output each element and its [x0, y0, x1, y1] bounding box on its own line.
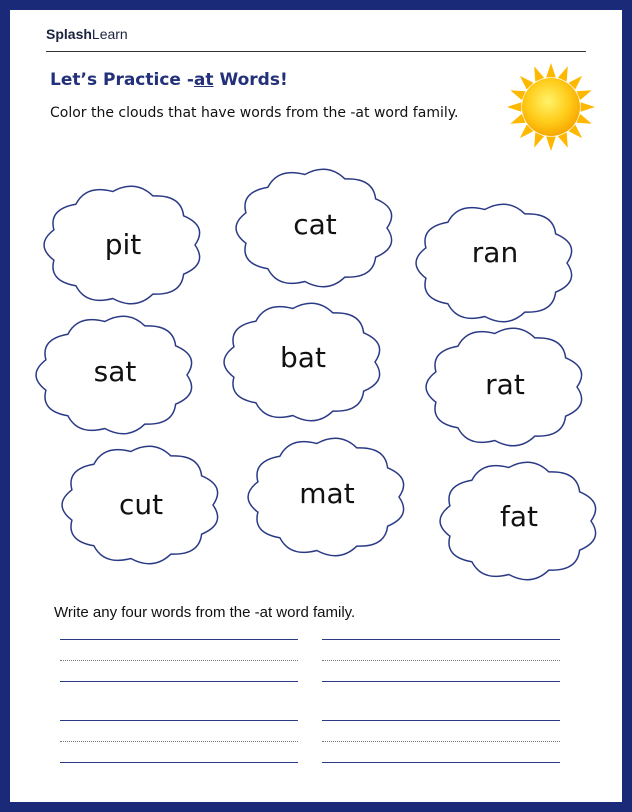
title-prefix: Let’s Practice - — [50, 70, 194, 90]
sun-ray — [546, 63, 556, 77]
cloud-5[interactable] — [218, 287, 388, 437]
writing-line-base — [322, 762, 560, 763]
writing-line-top[interactable] — [322, 720, 560, 721]
writing-line-top[interactable] — [322, 639, 560, 640]
sun-ray — [534, 66, 544, 81]
cloud-8[interactable] — [242, 422, 412, 572]
writing-line-mid — [322, 741, 560, 742]
cloud-word: pit — [104, 228, 142, 261]
writing-line-base — [60, 762, 298, 763]
sun-ray — [558, 66, 568, 81]
cloud-word: cat — [293, 208, 337, 241]
worksheet-title — [50, 70, 288, 90]
sun-ray — [577, 90, 592, 100]
sun-ray — [577, 114, 592, 124]
instruction-text: Color the clouds that have words from the -at word family. — [50, 105, 459, 121]
sun-ray — [558, 133, 568, 148]
cloud-7[interactable] — [56, 430, 226, 580]
cloud-4[interactable] — [30, 300, 200, 450]
cloud-word: fat — [500, 500, 538, 533]
title-suffix: Words! — [213, 70, 288, 90]
worksheet — [10, 10, 622, 802]
cloud-word: sat — [93, 355, 137, 388]
cloud-word: rat — [485, 368, 525, 401]
cloud-word: cut — [118, 488, 164, 521]
cloud-word: mat — [299, 477, 355, 510]
writing-prompt: Write any four words from the -at word family. — [54, 604, 356, 621]
sun-ray — [546, 137, 556, 151]
cloud-1[interactable] — [38, 170, 208, 320]
writing-line-base — [60, 681, 298, 682]
cloud-word: ran — [471, 236, 519, 269]
brand-bold: Splash — [46, 26, 92, 42]
title-underlined: at — [193, 70, 214, 90]
writing-line-mid — [60, 660, 298, 661]
sun-icon — [506, 62, 596, 152]
writing-line-top[interactable] — [60, 720, 298, 721]
writing-line-base — [322, 681, 560, 682]
sun-ray — [510, 114, 525, 124]
sun-ray — [507, 102, 521, 112]
sun-ray — [510, 90, 525, 100]
cloud-6[interactable] — [420, 312, 590, 462]
writing-line-mid — [322, 660, 560, 661]
sun-ray — [581, 102, 595, 112]
brand-light: Learn — [91, 26, 128, 42]
splashlearn-logo — [46, 26, 128, 42]
writing-line-mid — [60, 741, 298, 742]
writing-line-top[interactable] — [60, 639, 298, 640]
header-divider — [46, 51, 586, 52]
cloud-9[interactable] — [434, 446, 604, 596]
cloud-word: bat — [280, 341, 326, 374]
sun-ray — [534, 133, 544, 148]
cloud-2[interactable] — [230, 153, 400, 303]
